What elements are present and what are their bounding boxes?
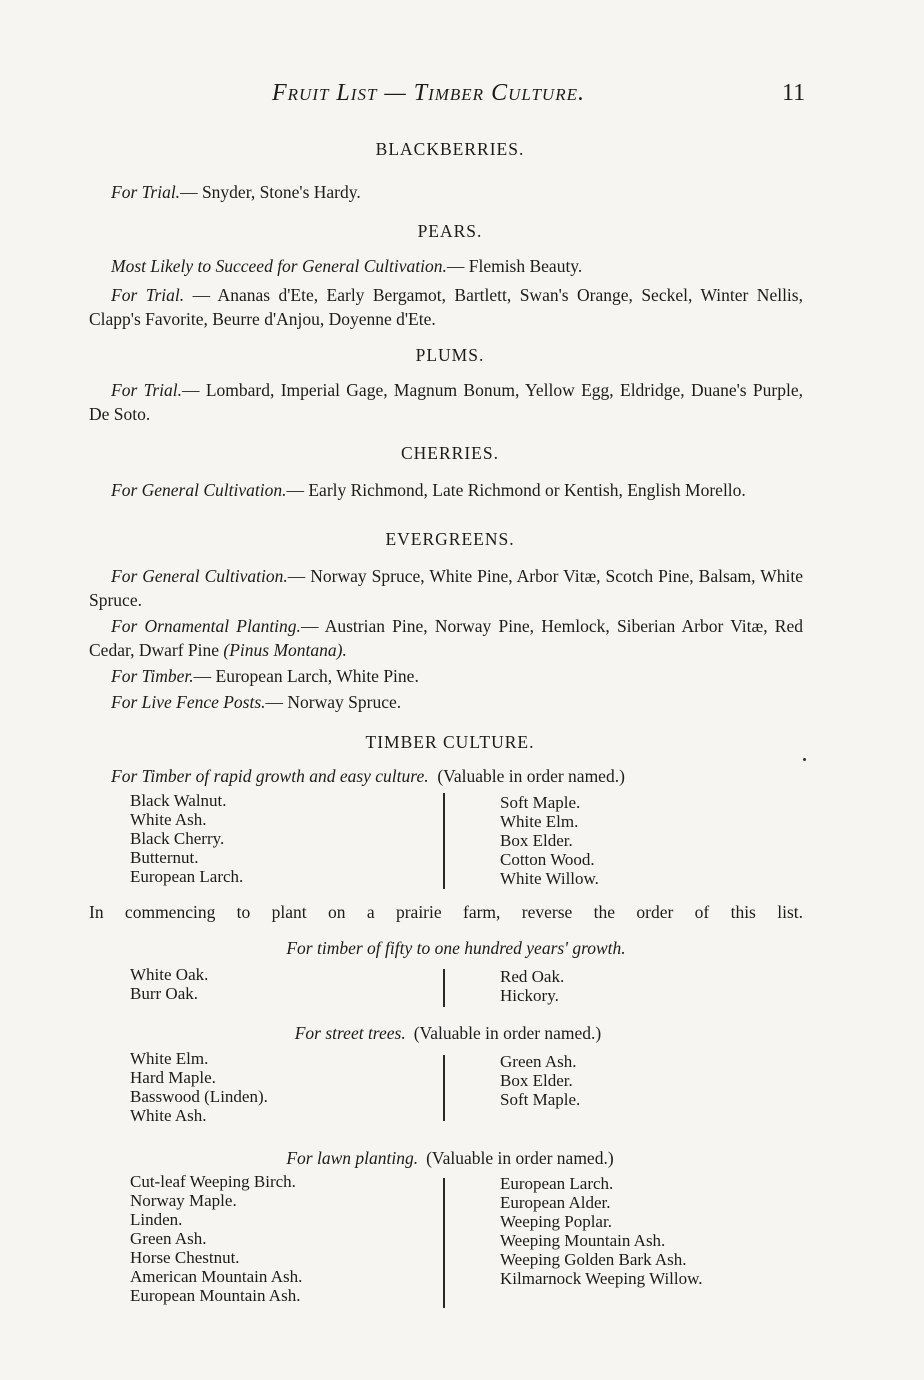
rapid-right-list [500, 793, 599, 888]
heading-pears: PEARS. [417, 221, 483, 241]
page-header [0, 80, 924, 114]
list-item: Soft Maple. [500, 793, 581, 812]
list-item: Basswood (Linden). [130, 1087, 268, 1106]
list-item: Green Ash. [130, 1229, 207, 1248]
lawn-planting-intro [0, 1148, 900, 1169]
entry-lead: For timber of fifty to one hundred years' growth. [286, 938, 626, 958]
evergreens-general-cultivation [89, 564, 803, 612]
plums-for-trial [89, 378, 803, 426]
entry-text: — Flemish Beauty. [446, 256, 583, 276]
fifty-right-list [500, 967, 564, 1005]
timber-rapid-growth-intro [89, 764, 803, 788]
list-item: European Alder. [500, 1193, 611, 1212]
column-divider [443, 1055, 445, 1121]
entry-text: — European Larch, White Pine. [193, 666, 419, 686]
entry-lead: For Trial. [111, 182, 181, 202]
list-item: Weeping Golden Bark Ash. [500, 1250, 687, 1269]
list-item: White Elm. [130, 1049, 209, 1068]
entry-text: — Ananas d'Ete, Early Bergamot, Bartlett, Swan's Orange, Seckel, Winter Nellis, Clapp's Favorite, Beurre d'Anjou, Doyenne d'Ete. [89, 285, 803, 329]
entry-lead: For Timber of rapid growth and easy culture. [111, 766, 429, 786]
entry-note: (Valuable in order named.) [437, 766, 625, 786]
list-item: Soft Maple. [500, 1090, 581, 1109]
entry-lead: For Live Fence Posts. [111, 692, 266, 712]
list-item: Red Oak. [500, 967, 565, 986]
heading-blackberries: BLACKBERRIES. [375, 139, 525, 159]
entry-text: — Norway Spruce. [265, 692, 402, 712]
entry-lead: For Trial. [111, 380, 183, 400]
heading-timber-culture: TIMBER CULTURE. [365, 732, 535, 752]
evergreens-live-fence-posts [89, 690, 803, 714]
entry-note: (Valuable in order named.) [413, 1023, 602, 1043]
heading-evergreens: EVERGREENS. [385, 529, 515, 549]
list-item: Butternut. [130, 848, 199, 867]
street-right-list [500, 1052, 580, 1109]
entry-lead: For General Cultivation. [111, 566, 288, 586]
entry-text: — Norway Spruce, White Pine, Arbor Vitæ, Scotch Pine, Balsam, White Spruce. [89, 566, 803, 610]
list-item: Norway Maple. [130, 1191, 237, 1210]
list-item: Hickory. [500, 986, 559, 1005]
list-item: Kilmarnock Weeping Willow. [500, 1269, 703, 1288]
entry-lead: For lawn planting. [286, 1148, 419, 1168]
entry-text: — Snyder, Stone's Hardy. [180, 182, 361, 202]
list-item: Horse Chestnut. [130, 1248, 240, 1267]
blackberries-for-trial [89, 180, 803, 204]
pears-general-cultivation [89, 254, 803, 278]
street-left-list [130, 1049, 268, 1125]
running-head: Fruit List — Timber Culture. [272, 80, 585, 106]
list-item: White Ash. [130, 1106, 207, 1125]
heading-cherries: CHERRIES. [401, 443, 499, 463]
page-number: 11 [782, 80, 806, 106]
entry-lead: For Ornamental Planting. [111, 616, 301, 636]
list-item: European Larch. [500, 1174, 614, 1193]
entry-lead: For General Cultivation. [111, 480, 287, 500]
list-item: European Mountain Ash. [130, 1286, 301, 1305]
list-item: Weeping Poplar. [500, 1212, 612, 1231]
column-divider [443, 969, 445, 1007]
entry-lead: For street trees. [294, 1023, 406, 1043]
lawn-left-list [130, 1172, 302, 1305]
speck [803, 758, 806, 761]
lawn-right-list [500, 1174, 703, 1288]
column-divider [443, 793, 445, 889]
list-item: White Willow. [500, 869, 599, 888]
list-item: American Mountain Ash. [130, 1267, 303, 1286]
entry-lead: Most Likely to Succeed for General Cultivation. [111, 256, 447, 276]
list-item: White Elm. [500, 812, 579, 831]
pears-for-trial [89, 283, 803, 331]
list-item: Box Elder. [500, 831, 573, 850]
column-divider [443, 1178, 445, 1308]
list-item: Cotton Wood. [500, 850, 595, 869]
street-trees-intro [0, 1023, 898, 1044]
list-item: Linden. [130, 1210, 183, 1229]
list-item: Box Elder. [500, 1071, 573, 1090]
entry-text: — Lombard, Imperial Gage, Magnum Bonum, Yellow Egg, Eldridge, Duane's Purple, De Soto. [89, 380, 803, 424]
entry-lead: For Trial. [111, 285, 185, 305]
fifty-left-list [130, 965, 208, 1003]
entry-text: — Early Richmond, Late Richmond or Kentish, English Morello. [286, 480, 746, 500]
list-item: European Larch. [130, 867, 244, 886]
list-item: White Ash. [130, 810, 207, 829]
prairie-note: In commencing to plant on a prairie farm, reverse the order of this list. [89, 902, 803, 922]
entry-text: — Austrian Pine, Norway Pine, Hemlock, Siberian Arbor Vitæ, Red Cedar, Dwarf Pine [89, 616, 803, 660]
list-item: Black Walnut. [130, 791, 227, 810]
list-item: Hard Maple. [130, 1068, 216, 1087]
entry-lead: For Timber. [111, 666, 194, 686]
list-item: Burr Oak. [130, 984, 198, 1003]
list-item: Cut-leaf Weeping Birch. [130, 1172, 296, 1191]
cherries-general-cultivation [89, 478, 803, 502]
entry-note: (Valuable in order named.) [426, 1148, 614, 1168]
list-item: Black Cherry. [130, 829, 225, 848]
list-item: Weeping Mountain Ash. [500, 1231, 666, 1250]
rapid-left-list [130, 791, 243, 886]
heading-plums: PLUMS. [415, 345, 485, 365]
entry-tail: (Pinus Montana). [223, 640, 347, 660]
evergreens-for-timber [89, 664, 803, 688]
list-item: Green Ash. [500, 1052, 577, 1071]
list-item: White Oak. [130, 965, 209, 984]
timber-fifty-years-intro [10, 938, 910, 959]
evergreens-ornamental-planting [89, 614, 803, 662]
